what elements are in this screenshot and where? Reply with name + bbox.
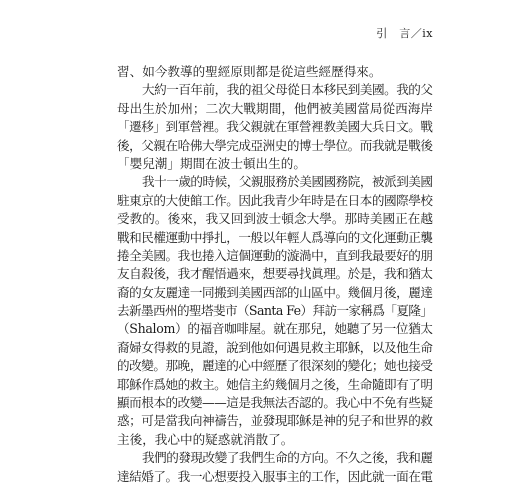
text-line: 的改變。那晚，麗達的心中經歷了很深刻的變化；她也接受 (117, 358, 433, 374)
text-line: 耶穌作爲她的救主。她信主約幾個月之後，生命隨即有了明 (117, 376, 433, 392)
text-line: 大約一百年前，我的祖父母從日本移民到美國。我的父 (142, 82, 433, 98)
text-line: 我十一歲的時候，父親服務於美國國務院，被派到美國 (142, 174, 433, 190)
paragraph (117, 81, 433, 173)
text-line: 顯而根本的改變——這是我無法否認的。我心中不免有些疑 (117, 395, 433, 411)
text-line: 受教的。後來，我又回到波士頓念大學。那時美國正在越 (117, 211, 434, 227)
text-line: 母出生於加州；二次大戰期間，他們被美國當局從西海岸 (117, 100, 434, 116)
text-line: 我們的發現改變了我們生命的方向。不久之後，我和麗 (142, 450, 433, 466)
text-line: 駐東京的大使館工作。因此我青少年時是在日本的國際學校 (117, 192, 433, 208)
text-line: 主後，我心中的疑惑就消散了。 (117, 431, 294, 447)
text-line: 惑；可是當我向神禱告，並發現耶穌是神的兒子和世界的救 (117, 413, 433, 429)
running-head: 引 言／ix (376, 27, 433, 40)
text-line: 捲全美國。我也捲入這個運動的漩渦中，直到我最要好的朋 (117, 247, 433, 263)
text-line: 「嬰兒潮」期間在波士頓出生的。 (117, 155, 306, 171)
text-line: 「遷移」到軍營裡。我父親就在軍營裡教美國大兵日文。戰 (117, 119, 433, 135)
text-line: 達結婚了。我一心想要投入服事主的工作，因此就一面在電 (117, 468, 433, 484)
text-line: （Shalom）的福音咖啡屋。就在那兒，她聽了另一位猶太 (117, 321, 433, 337)
paragraph (117, 173, 433, 449)
text-line: 習、如今教導的聖經原則都是從這些經歷得來。 (117, 64, 382, 79)
text-line: 後，父親在哈佛大學完成亞洲史的博士學位。而我就是戰後 (117, 137, 433, 153)
text-line: 去新墨西州的聖塔斐市（Santa Fe）拜訪一家稱爲「夏隆」 (117, 303, 433, 319)
text-line: 戰和民權運動中掙扎，一般以年輕人爲導向的文化運動正襲 (117, 229, 433, 245)
text-line: 裔的女友麗達一同搬到美國西部的山區中。幾個月後，麗達 (117, 284, 433, 300)
text-line: 裔婦女得救的見證，說到他如何遇見救主耶穌，以及他生命 (117, 339, 433, 355)
paragraph (117, 449, 433, 486)
paragraph (117, 63, 433, 81)
body-text (117, 63, 433, 486)
text-line: 友自殺後，我才醒悟過來，想要尋找眞理。於是，我和猶太 (117, 266, 433, 282)
